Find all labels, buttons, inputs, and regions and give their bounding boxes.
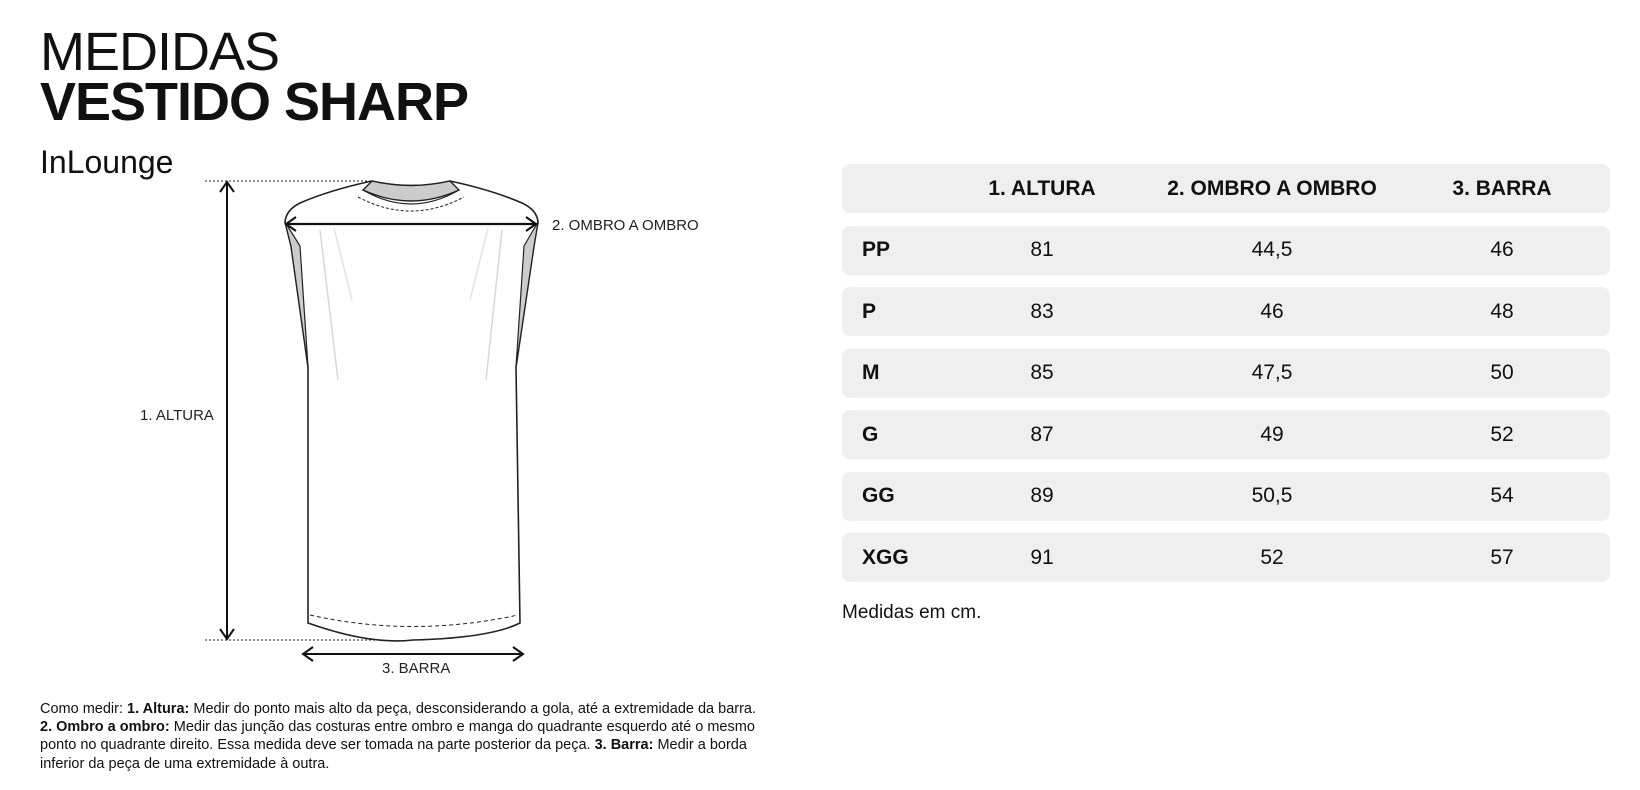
table-row: [842, 287, 1610, 336]
size-cell: GG: [862, 484, 895, 507]
instruction-desc-ombro: Medir das junção das costuras entre ombro e manga do quadrante esquerdo até o mesmo ponto no quadrante direito. Essa medida deve ser tomada na parte posterior da peça.: [40, 719, 755, 754]
ombro-cell: 50,5: [1251, 484, 1293, 507]
label-altura: 1. ALTURA: [140, 407, 214, 424]
barra-cell: 48: [1490, 299, 1514, 323]
instruction-term-ombro: 2. Ombro a ombro:: [40, 719, 170, 736]
table-row: [842, 472, 1610, 521]
ombro-cell: 44,5: [1251, 238, 1293, 261]
dress-diagram: [0, 0, 760, 690]
barra-cell: 57: [1490, 545, 1514, 569]
table-row: [842, 533, 1610, 582]
altura-cell: 89: [1030, 484, 1054, 507]
brand-name: InLounge: [40, 144, 174, 180]
instruction-desc-altura: Medir do ponto mais alto da peça, desconsiderando a gola, até a extremidade da barra.: [189, 701, 757, 717]
barra-cell: 46: [1490, 238, 1514, 261]
header-cell-altura: 1. ALTURA: [988, 176, 1096, 200]
altura-cell: 83: [1030, 299, 1054, 323]
instruction-desc-barra: Medir a borda inferior da peça de uma extremidade à outra.: [40, 737, 747, 772]
size-cell: G: [862, 422, 879, 446]
table-header-row: [842, 164, 1610, 213]
unit-note: Medidas em cm.: [842, 602, 982, 623]
instruction-term-altura: 1. Altura:: [127, 701, 190, 717]
table-row: [842, 410, 1610, 459]
instructions-intro: Como medir:: [40, 701, 128, 717]
ombro-cell: 49: [1260, 422, 1284, 446]
instruction-term-barra: 3. Barra:: [594, 737, 654, 754]
size-cell: XGG: [862, 545, 909, 569]
size-cell: P: [862, 299, 877, 323]
barra-cell: 50: [1490, 361, 1514, 384]
product-title: VESTIDO SHARP: [40, 72, 469, 132]
label-barra: 3. BARRA: [382, 660, 451, 677]
table-row: [842, 349, 1610, 398]
ombro-cell: 52: [1260, 545, 1284, 569]
size-cell: M: [862, 361, 880, 384]
label-ombro: 2. OMBRO A OMBRO: [552, 217, 699, 234]
size-cell: PP: [862, 238, 891, 261]
header-cell-ombro: 2. OMBRO A OMBRO: [1167, 176, 1377, 200]
title-medidas: MEDIDAS: [40, 22, 280, 82]
measuring-instructions: [40, 700, 760, 773]
ombro-cell: 47,5: [1251, 361, 1293, 384]
ombro-cell: 46: [1260, 299, 1284, 323]
altura-cell: 91: [1030, 545, 1054, 569]
altura-cell: 85: [1030, 361, 1054, 384]
table-row: [842, 226, 1610, 275]
barra-cell: 54: [1490, 484, 1514, 507]
barra-cell: 52: [1490, 422, 1514, 446]
size-table: [842, 164, 1610, 595]
header-cell-barra: 3. BARRA: [1452, 176, 1552, 200]
altura-cell: 81: [1030, 238, 1054, 261]
altura-cell: 87: [1030, 422, 1054, 446]
